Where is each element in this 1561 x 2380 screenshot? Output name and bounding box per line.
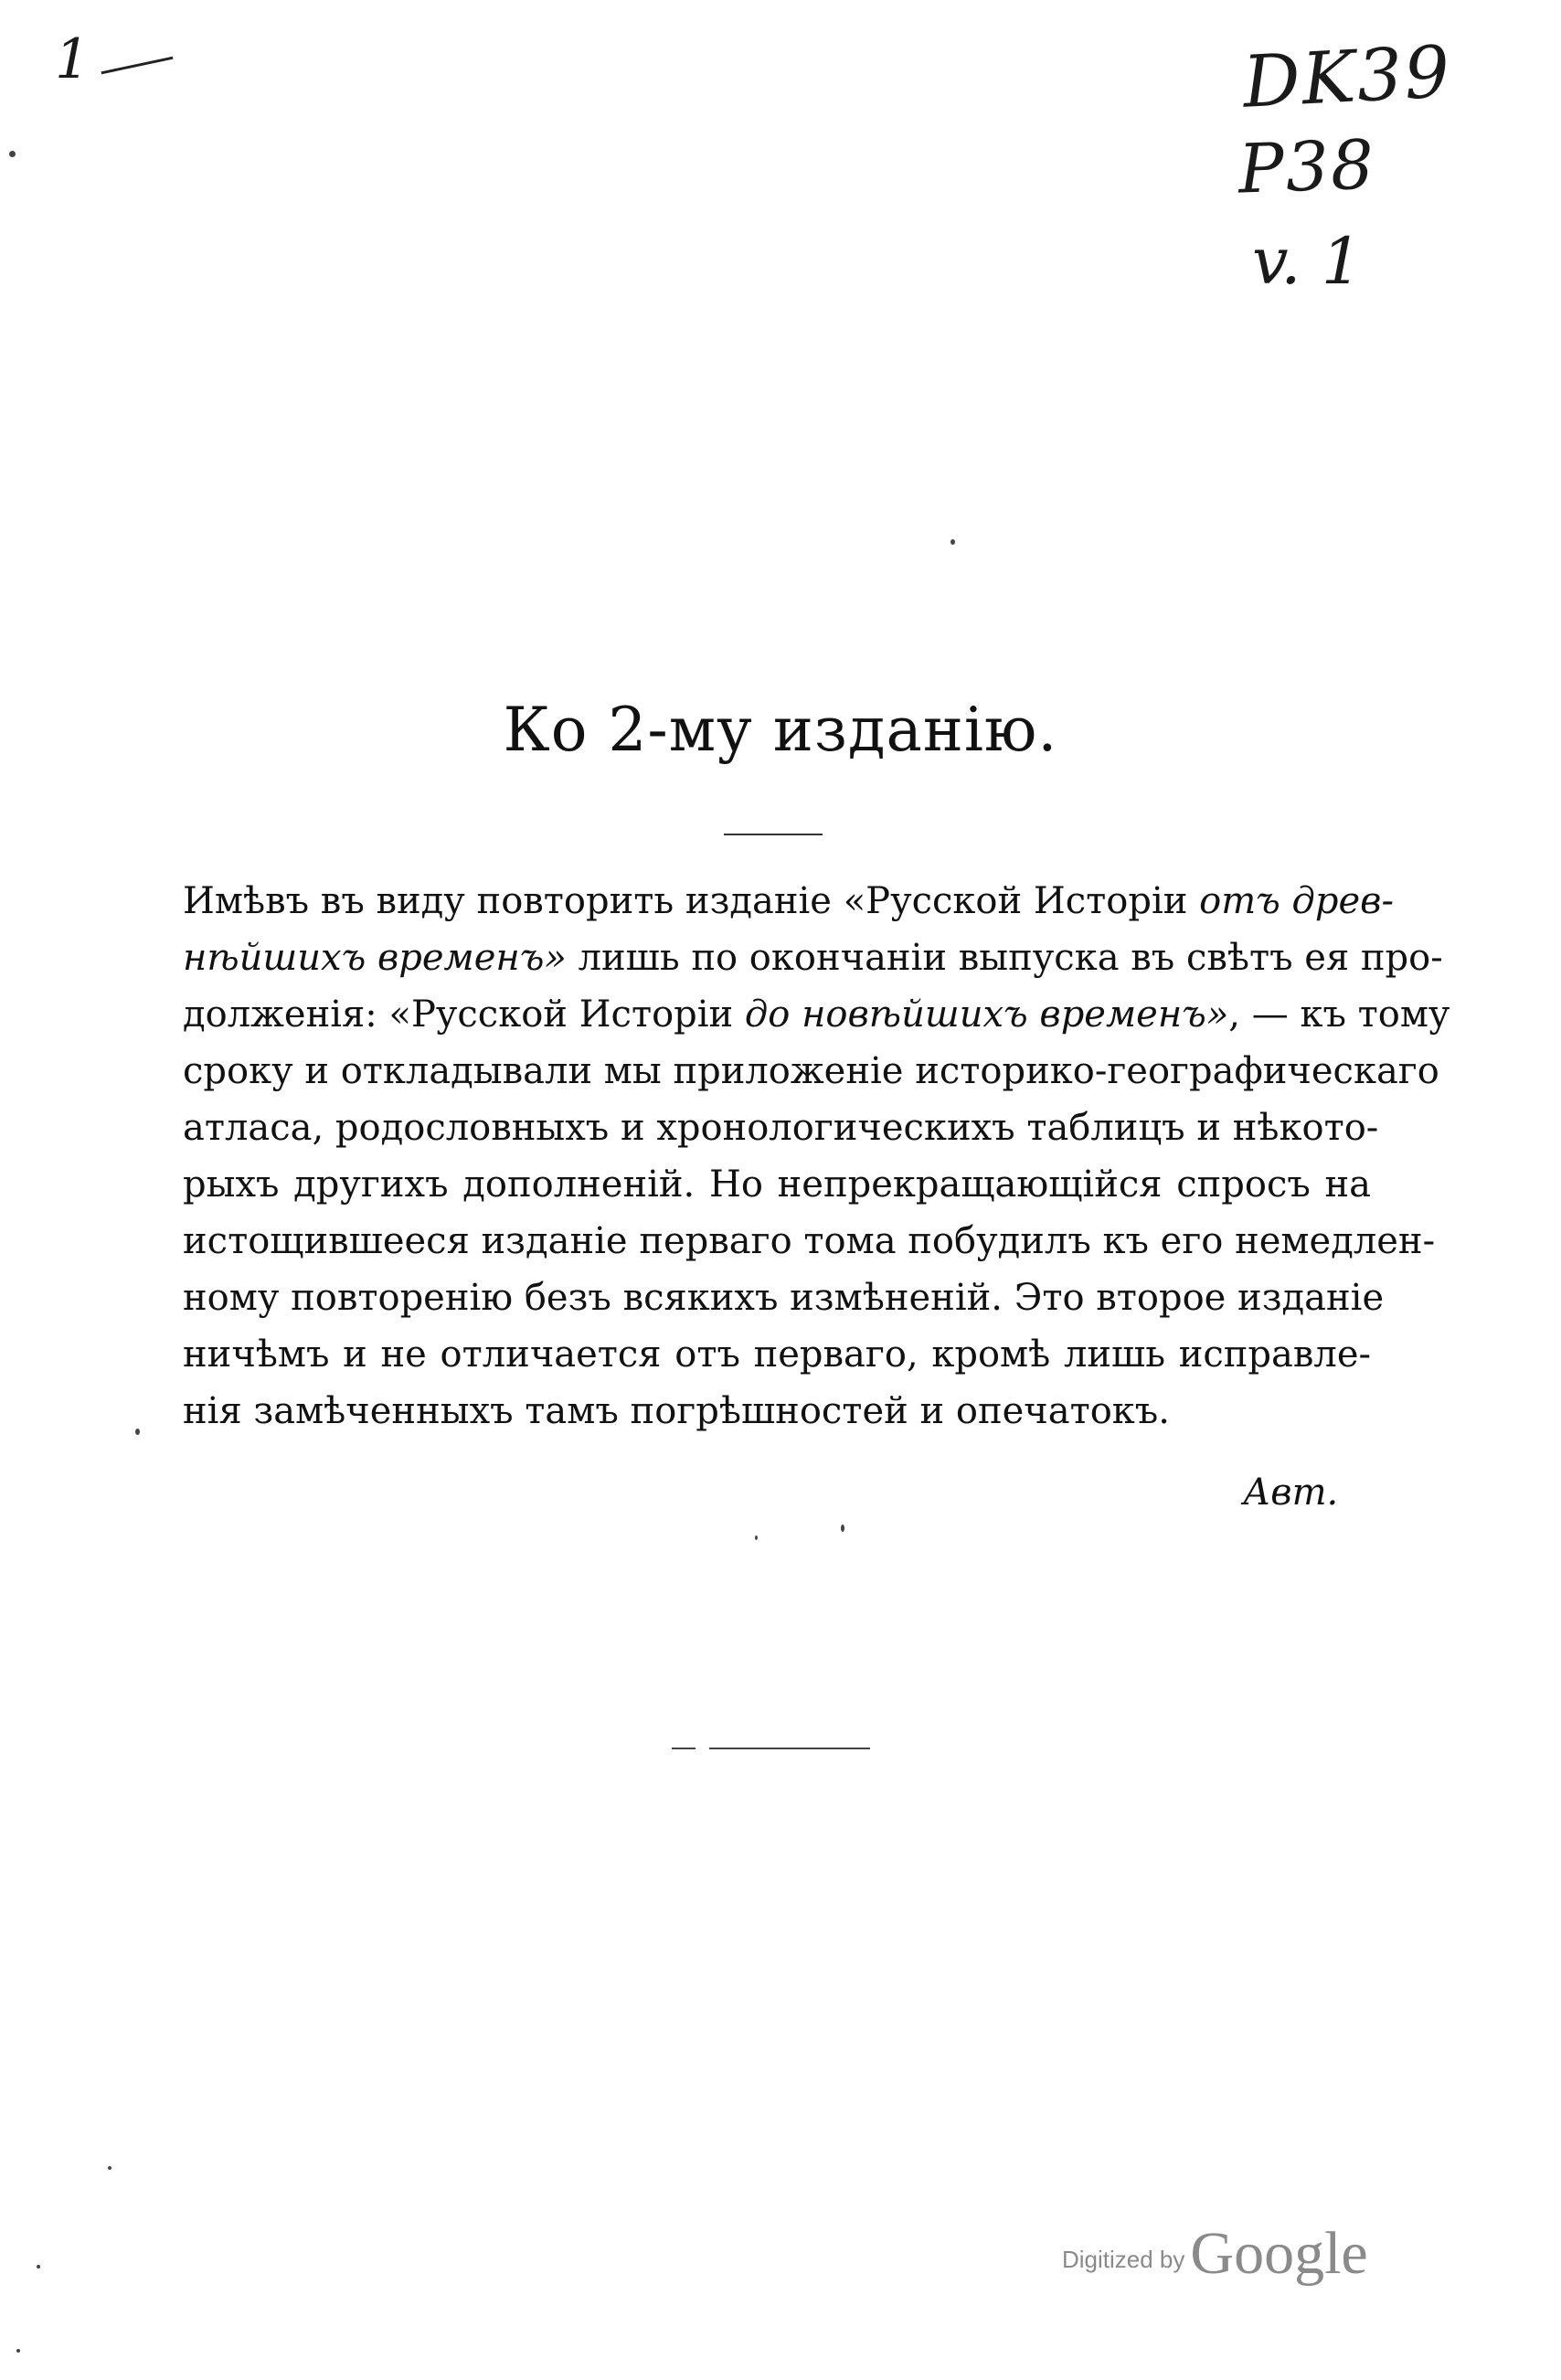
scan-speck [755, 1535, 758, 1540]
bottom-divider-long [709, 1748, 870, 1749]
author-signature: Авт. [1243, 1472, 1339, 1514]
text-run: сроку и откладывали мы приложеніе историко-географическаго [183, 1050, 1439, 1092]
text-run: долженія: «Русской Исторіи [183, 993, 745, 1036]
text-run: нія замѣченныхъ тамъ погрѣшностей и опечатокъ. [183, 1390, 1170, 1432]
italic-text-run: отъ древ- [1199, 880, 1394, 922]
call-number-volume: v. 1 [1252, 224, 1363, 299]
scan-speck [841, 1525, 844, 1532]
scan-speck [950, 539, 955, 545]
google-logo: Google [1190, 2220, 1368, 2287]
text-run: Имѣвъ въ виду повторить изданіе «Русской Исторіи [183, 880, 1200, 922]
text-run: лишь по окончаніи выпуска въ свѣтъ ея про- [566, 937, 1443, 979]
preface-body [183, 873, 1450, 1440]
digitized-watermark [1062, 2219, 1368, 2289]
text-line [183, 1383, 1371, 1440]
text-run: рыхъ другихъ дополненій. Но непрекращающійся спросъ на [183, 1163, 1371, 1206]
bottom-divider-short [672, 1748, 696, 1749]
scan-speck [16, 2349, 20, 2353]
text-run: истощившееся изданіе перваго тома побудилъ къ его немедлен- [183, 1220, 1436, 1262]
text-line [183, 986, 1450, 1043]
handwritten-corner-mark: 1 [55, 27, 90, 91]
text-run: ничѣмъ и не отличается отъ перваго, кромѣ лишь исправле- [183, 1333, 1371, 1376]
italic-text-run: до новѣйшихъ временъ» [744, 993, 1229, 1036]
watermark-prefix: Digitized by [1062, 2246, 1185, 2273]
text-line [183, 873, 1394, 930]
call-number-line-2: P38 [1237, 125, 1377, 209]
text-line [183, 1270, 1385, 1326]
italic-text-run: нѣйшихъ временъ» [183, 937, 567, 979]
text-line [183, 930, 1443, 986]
text-run: ному повторенію безъ всякихъ измѣненій. Это второе изданіе [183, 1277, 1385, 1319]
text-run: , — къ тому [1228, 993, 1450, 1036]
text-line [183, 1213, 1436, 1270]
text-line [183, 1100, 1379, 1156]
scan-speck [37, 2265, 40, 2268]
title-divider [724, 834, 823, 835]
scan-speck [9, 151, 16, 157]
handwritten-stroke [101, 57, 174, 75]
text-line [183, 1326, 1371, 1383]
scan-speck [135, 1429, 140, 1435]
text-run: атласа, родословныхъ и хронологическихъ таблицъ и нѣкото- [183, 1107, 1379, 1149]
page-title: Ко 2-му изданію. [503, 695, 1058, 765]
text-line [183, 1043, 1439, 1100]
call-number-line-1: DK39 [1240, 31, 1454, 124]
text-line [183, 1156, 1371, 1213]
scan-speck [108, 2166, 112, 2170]
